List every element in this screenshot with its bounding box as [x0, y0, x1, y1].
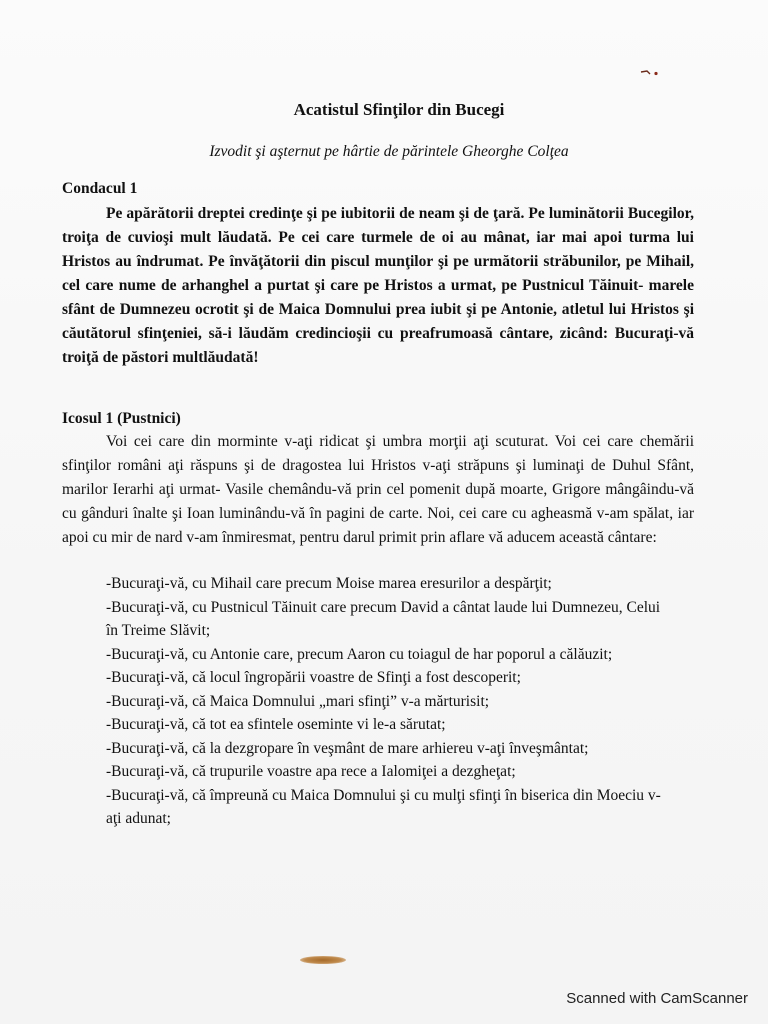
list-item: -Bucuraţi-vă, cu Mihail care precum Moise marea eresurilor a despărţit;	[106, 575, 552, 592]
icosul-paragraph: Voi cei care din morminte v-aţi ridicat şi umbra morţii aţi scuturat. Voi cei care chemării sfinţilor români aţi răspuns şi de dragostea lui Hristos v-aţi străpuns şi luminaţi de Duhul Sfânt, marilor Ierarhi aţi urmat- Vasile chemându-vă prin cel pomenit după moarte, Grigore mângâindu-vă cu gânduri înalte şi Ioan luminându-vă în pagini de carte. Noi, cei care cu agheasmă v-am spălat, iar apoi cu mir de nard v-am înmiresmat, pentru darul primit prin aflare vă aducem această cântare:	[62, 433, 694, 546]
list-item: -Bucuraţi-vă, că tot ea sfintele oseminte vi le-a sărutat;	[106, 716, 446, 733]
list-item: -Bucuraţi-vă, că Maica Domnului „mari sfinţi” v-a mărturisit;	[106, 692, 490, 710]
list-item: -Bucuraţi-vă, că la dezgropare în veşmânt de mare arhiereu v-aţi înveşmântat;	[106, 739, 589, 757]
list-item: -Bucuraţi-vă, că locul îngropării voastre de Sfinţi a fost descoperit;	[106, 669, 521, 686]
list-item: -Bucuraţi-vă, că împreună cu Maica Domnului şi cu mulţi sfinţi în biserica din Moeciu v-aţi adunat;	[106, 786, 661, 827]
list-item: -Bucuraţi-vă, că trupurile voastre apa rece a Ialomiţei a dezgheţat;	[106, 763, 516, 780]
condacul-paragraph: Pe apărătorii dreptei credinţe şi pe iubitorii de neam şi de ţară. Pe luminătorii Bucegilor, troiţa de cuvioşi mult lăudată. Pe cei care turmele de oi au mânat, iar mai apoi turma lui Hristos au îndrumat. Pe învăţătorii din piscul munţilor şi pe următorii străbunilor, pe Mihail, cel care nume de arhanghel a purtat şi care pe Hristos a urmat, pe Pustnicul Tăinuit- marele sfânt de Dumnezeu ocrotit şi de Maica Domnului prea iubit şi pe Antonie, atletul lui Hristos şi căutătorul sfinţeniei, să-i lăudăm credincioşii cu preafrumoasă cântare, zicând: Bucuraţi-vă troiţă de păstori multlăudată!	[62, 205, 694, 366]
list-item: -Bucuraţi-vă, cu Antonie care, precum Aaron cu toiagul de har poporul a călăuzit;	[106, 645, 613, 663]
ink-mark-icon	[640, 70, 660, 76]
list-item: -Bucuraţi-vă, cu Pustnicul Tăinuit care precum David a cântat laude lui Dumnezeu, Celui în Treime Slăvit;	[106, 598, 661, 639]
praise-list	[106, 572, 666, 831]
ink-smudge	[300, 956, 346, 964]
scanner-watermark: Scanned with CamScanner	[566, 990, 748, 1007]
document-title: Acatistul Sfinţilor din Bucegi	[293, 100, 505, 119]
section-heading-condacul: Condacul 1	[62, 180, 138, 197]
section-heading-icosul: Icosul 1 (Pustnici)	[62, 410, 181, 427]
document-subtitle: Izvodit şi aşternut pe hârtie de părintele Gheorghe Colţea	[209, 143, 569, 160]
